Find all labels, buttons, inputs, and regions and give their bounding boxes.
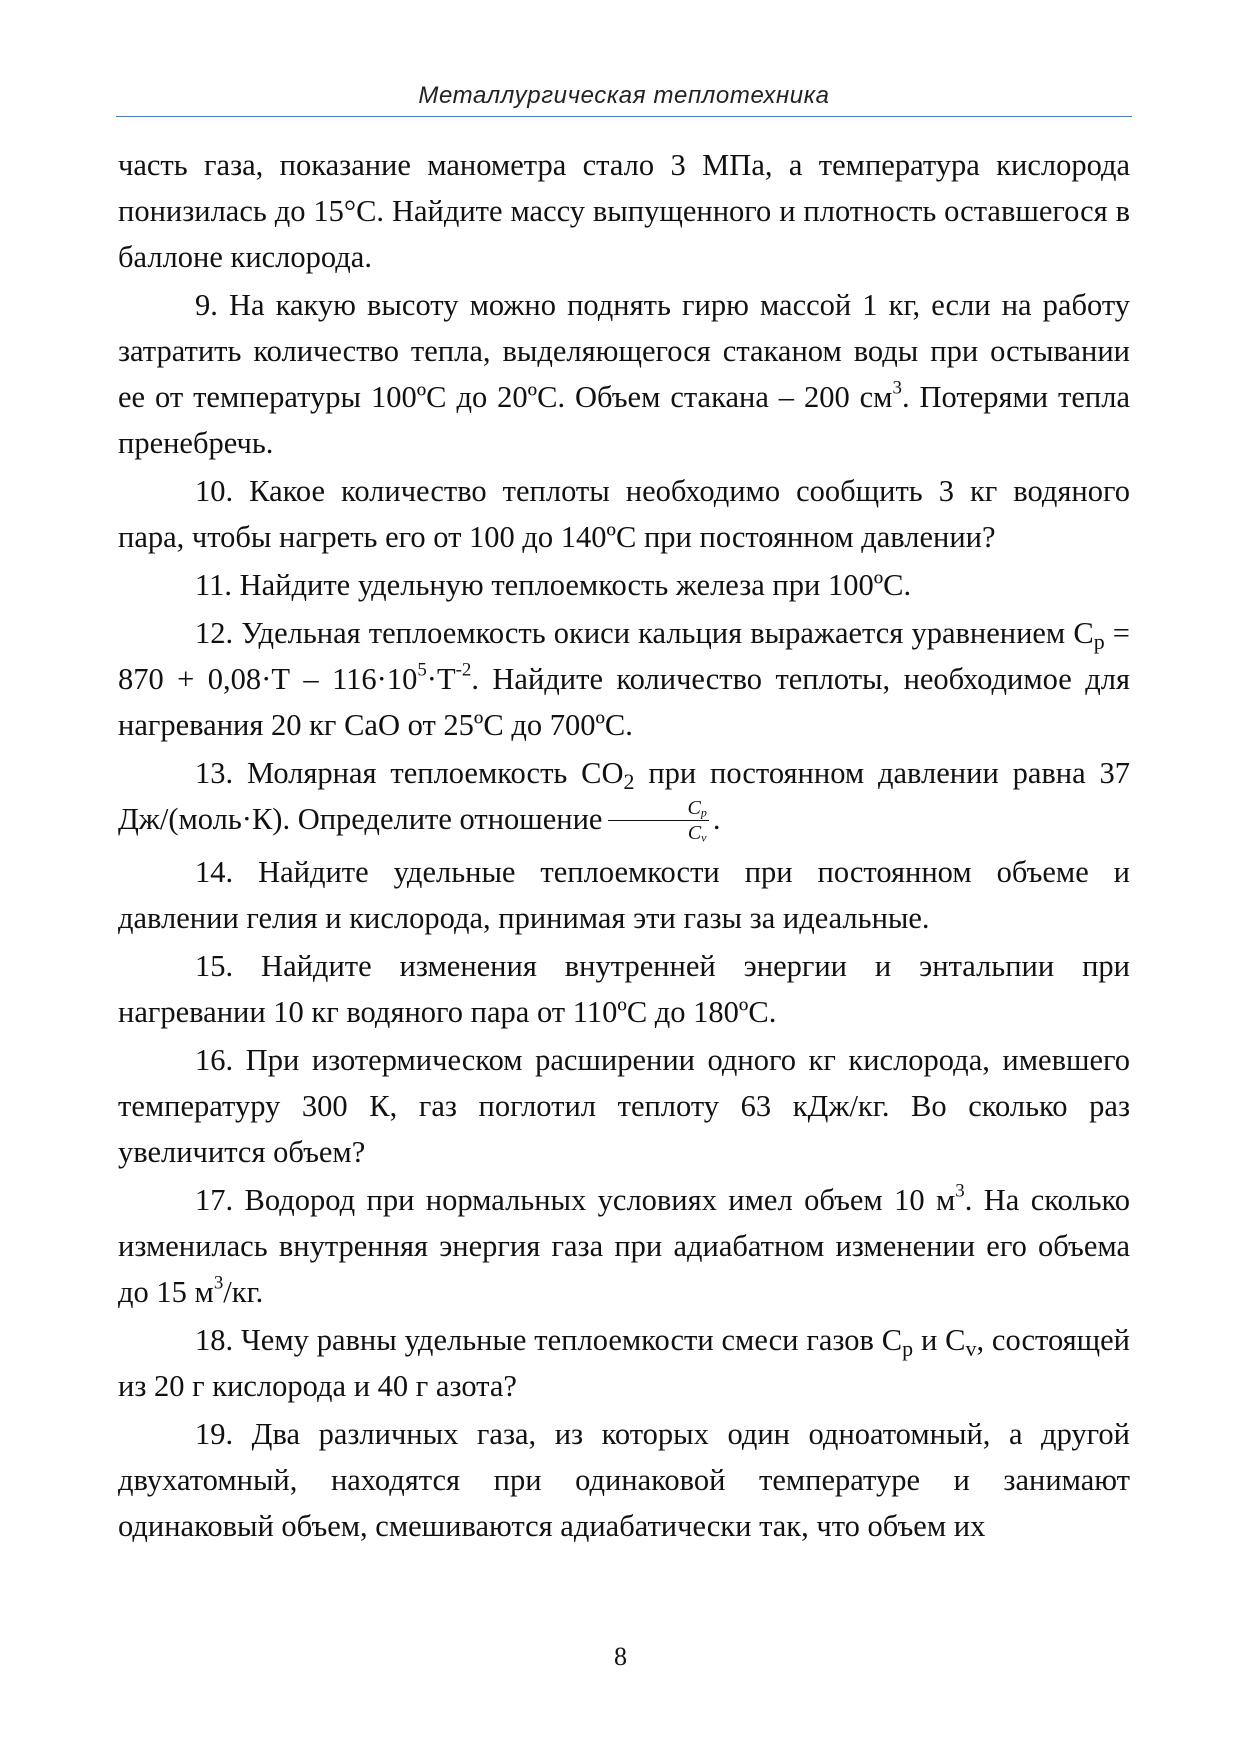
- task-19: 19. Два различных газа, из которых один одноатомный, а другой двухатомный, находятся при одинаковой температуре и занимают одинаковый объем, смешиваются адиабатически так, что объем их: [118, 1416, 1130, 1543]
- paragraph-continuation: часть газа, показание манометра стало 3 МПа, а температура кислорода понизилась до 15°С. Найдите массу выпущенного и плотность оставшегося в баллоне кислорода.: [118, 148, 1130, 274]
- task-18: 18. Чему равны удельные теплоемкости смеси газов $С_р$ и $С_v$, состоящей из 20 г кислорода и 40 г азота?: [118, 1322, 1130, 1403]
- task-9: 9. На какую высоту можно поднять гирю массой 1 кг, если на работу затратить количество тепла, выделяющегося стаканом воды при остывании ее от температуры 100ºС до 20ºС. Объем стакана – 200 $см^3$. Потерями тепла пренебречь.: [118, 288, 1131, 460]
- task-11: 11. Найдите удельную теплоемкость железа при 100ºС.: [195, 568, 912, 602]
- cp-cv-fraction: $\frac{C_p}{C_v}$: [608, 796, 708, 845]
- task-14: 14. Найдите удельные теплоемкости при постоянном объеме и давлении гелия и кислорода, принимая эти газы за идеальные.: [118, 854, 1130, 935]
- header-rule: [116, 116, 1132, 117]
- task-15: 15. Найдите изменения внутренней энергии и энтальпии при нагревании 10 кг водяного пара от 110ºС до 180ºС.: [118, 948, 1130, 1029]
- task-16: 16. При изотермическом расширении одного кг кислорода, имевшего температуру 300 К, газ поглотил теплоту 63 кДж/кг. Во сколько раз увеличится объем?: [118, 1042, 1130, 1169]
- page-body: [118, 142, 1130, 1549]
- task-10: 10. Какое количество теплоты необходимо сообщить 3 кг водяного пара, чтобы нагреть его от 100 до 140ºС при постоянном давлении?: [118, 474, 1130, 554]
- task-17: 17. Водород при нормальных условиях имел объем 10 $м^3$. На сколько изменилась внутренняя энергия газа при адиабатном изменении его объема до 15 $м^3/кг$.: [118, 1179, 1131, 1309]
- running-header: Металлургическая теплотехника: [418, 82, 830, 109]
- task-13: 13. Молярная теплоемкость $СО_2$ при постоянном давлении равна 37 Дж/(моль·К). Определите отношение $\frac{C_p}{C_v}$ .: [118, 756, 1130, 844]
- task-12: 12. Удельная теплоемкость окиси кальция выражается уравнением $С_р = 870 + 0,08\cdot Т - 116\cdot 10^5\cdot Т^{-2}$. Найдите количество теплоты, необходимое для нагревания 20 кг СаО от 25ºС до 700ºС.: [118, 616, 1130, 742]
- page-number: 8: [614, 1642, 627, 1671]
